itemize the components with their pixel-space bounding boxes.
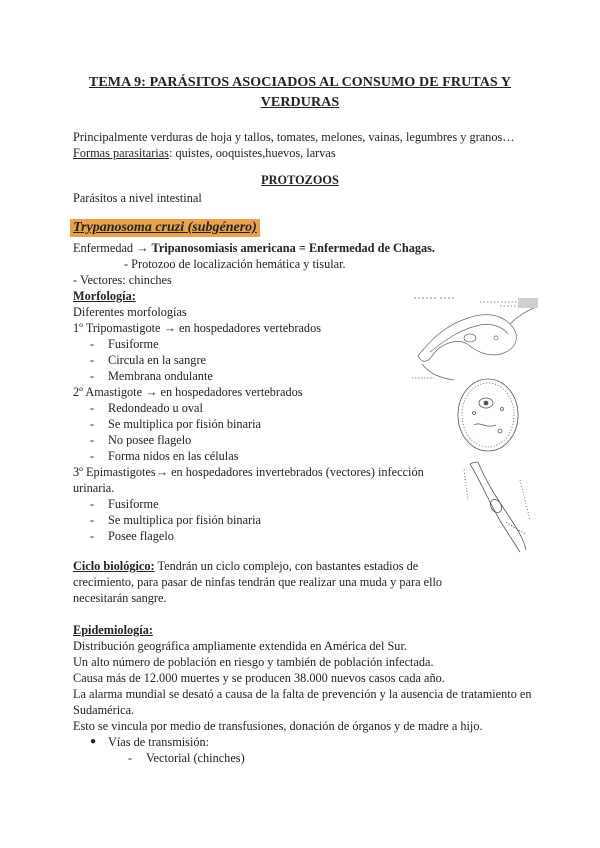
epimastigote-line: 3º Epimastigotes→ en hospedadores invertebrados (vectores) infección: [73, 465, 424, 479]
epid-line: Un alto número de población en riesgo y también de población infectada.: [73, 655, 434, 669]
list-item: Redondeado u oval: [108, 401, 203, 415]
list-item: Posee flagelo: [108, 529, 174, 543]
formas-line: [73, 145, 336, 161]
list-dash: -: [90, 401, 95, 415]
list-item: Circula en la sangre: [108, 353, 206, 367]
list-item: Se multiplica por fisión binaria: [108, 417, 261, 431]
list-dash: -: [128, 751, 133, 765]
vias-line: Vías de transmisión:: [108, 735, 210, 749]
tripomastigote-line: 1º Tripomastigote → en hospedadores vertebrados: [73, 321, 322, 335]
list-dash: -: [90, 497, 95, 511]
list-item: Forma nidos en las células: [108, 449, 239, 463]
list-item: No posee flagelo: [108, 433, 192, 447]
ciclo-text: Tendrán un ciclo complejo, con bastantes estadios de: [154, 559, 419, 573]
bullet-icon: ●: [90, 736, 97, 747]
ciclo-label: Ciclo biológico:: [73, 559, 155, 573]
epid-line: Distribución geográfica ampliamente extendida en América del Sur.: [73, 639, 407, 653]
epid-line: Causa más de 12.000 muertes y se producen 38.000 nuevos casos cada año.: [73, 671, 445, 685]
epid-line: La alarma mundial se desató a causa de la falta de prevención y la ausencia de tratamiento en: [73, 687, 532, 701]
list-dash: -: [90, 529, 95, 543]
section-subtitle: Parásitos a nivel intestinal: [73, 191, 202, 205]
ciclo-line-2: crecimiento, para pasar de ninfas tendrán que realizar una muda y para ello: [73, 575, 443, 589]
document-title: TEMA 9: PARÁSITOS ASOCIADOS AL CONSUMO DE FRUTAS Y VERDURAS: [88, 75, 512, 110]
list-item: Se multiplica por fisión binaria: [108, 513, 261, 527]
list-dash: -: [90, 417, 95, 431]
section-heading: PROTOZOOS: [261, 173, 339, 187]
epidemiologia-heading: Epidemiología:: [73, 623, 153, 637]
tripomastigote-illustration: [410, 294, 540, 384]
epid-line: Esto se vincula por medio de transfusiones, donación de órganos y de madre a hijo.: [73, 719, 483, 733]
enfermedad-line: [73, 240, 435, 256]
amastigote-illustration: [452, 373, 524, 455]
amastigote-line: 2º Amastigote → en hospedadores vertebrados: [73, 385, 303, 399]
list-dash: -: [90, 449, 95, 463]
organism-heading: Trypanosoma cruzi (subgénero): [70, 219, 260, 237]
list-item: Fusiforme: [108, 337, 159, 351]
morfologias-line: Diferentes morfologías: [73, 305, 187, 319]
intro-text: Principalmente verduras de hoja y tallos, tomates, melones, vainas, legumbres y granos…: [73, 130, 515, 144]
list-item: Fusiforme: [108, 497, 159, 511]
list-dash: -: [90, 337, 95, 351]
ciclo-line: [73, 558, 418, 574]
morfologia-heading: Morfología:: [73, 289, 136, 303]
epimastigote-line-2: urinaria.: [73, 481, 115, 495]
list-dash: -: [90, 433, 95, 447]
list-dash: -: [90, 513, 95, 527]
epid-line: Sudamérica.: [73, 703, 135, 717]
list-dash: -: [90, 353, 95, 367]
formas-text: : quistes, ooquistes,huevos, larvas: [168, 146, 336, 160]
enfermedad-name: Tripanosomiasis americana = Enfermedad de Chagas.: [151, 241, 435, 255]
formas-label: Formas parasitarias: [73, 146, 169, 160]
epimastigote-illustration: [460, 460, 536, 554]
protozoo-line: - Protozoo de localización hemática y tisular.: [124, 257, 346, 271]
enfermedad-label: Enfermedad →: [73, 241, 152, 255]
ciclo-line-3: necesitarán sangre.: [73, 591, 167, 605]
vectores-line: - Vectores: chinches: [73, 273, 172, 287]
list-item: Membrana ondulante: [108, 369, 213, 383]
list-dash: -: [90, 369, 95, 383]
list-item: Vectorial (chinches): [146, 751, 245, 765]
